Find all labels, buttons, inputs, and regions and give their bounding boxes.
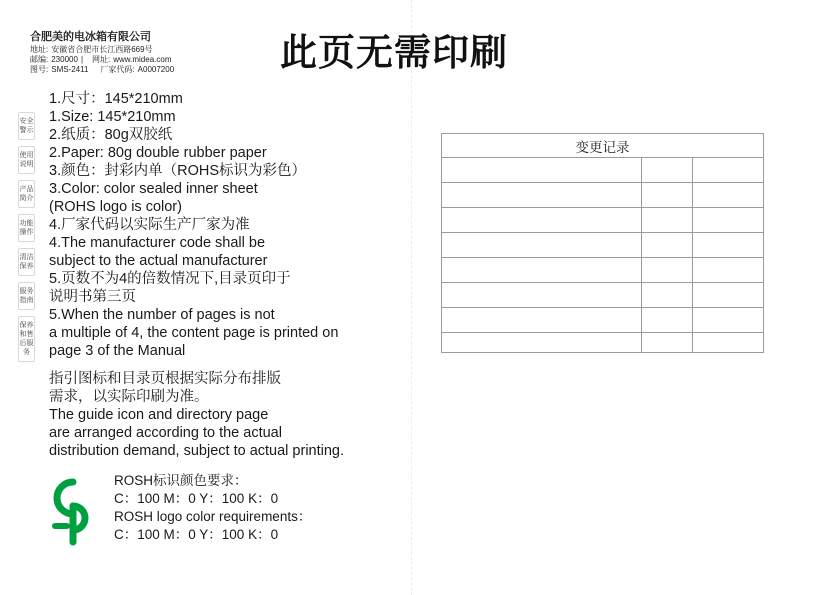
table-cell	[693, 258, 764, 283]
table-row	[442, 283, 764, 308]
company-name: 合肥美的电冰箱有限公司	[30, 31, 151, 43]
guide-line: 指引图标和目录页根据实际分布排版	[49, 371, 281, 387]
drawing-number: SMS-2411	[51, 65, 89, 74]
separator: |	[80, 55, 84, 64]
address-label: 地址:	[30, 45, 49, 54]
change-record-title: 变更记录	[442, 134, 764, 158]
side-tab-functions: 功能操作	[18, 214, 35, 242]
table-cell	[442, 183, 642, 208]
instruction-line: 3.颜色：封彩内单（ROHS标识为彩色）	[49, 163, 306, 179]
instruction-line: subject to the actual manufacturer	[49, 253, 268, 269]
table-cell	[693, 183, 764, 208]
side-tab-product: 产品简介	[18, 180, 35, 208]
address-value: 安徽省合肥市长江西路669号	[51, 45, 153, 54]
table-cell	[693, 333, 764, 353]
postcode-row	[30, 55, 174, 65]
drawing-row	[30, 65, 174, 75]
page-title: 此页无需印刷	[280, 31, 508, 74]
table-cell	[442, 208, 642, 233]
table-cell	[642, 158, 693, 183]
instruction-line: 5.页数不为4的倍数情况下,目录页印于	[49, 271, 291, 287]
table-cell	[442, 233, 642, 258]
table-cell	[442, 283, 642, 308]
table-cell	[642, 183, 693, 208]
table-cell	[693, 283, 764, 308]
rosh-line: C：100 M：0 Y：100 K：0	[114, 527, 279, 542]
instruction-line: 1.Size: 145*210mm	[49, 109, 176, 125]
side-tab-aftersales: 保养和售后服务	[18, 316, 35, 362]
side-tab-usage: 使用说明	[18, 146, 35, 174]
table-cell	[693, 158, 764, 183]
table-row	[442, 208, 764, 233]
postcode-value: 230000	[51, 55, 78, 64]
table-cell	[642, 258, 693, 283]
company-info	[30, 30, 174, 75]
table-cell	[442, 333, 642, 353]
print-instructions	[49, 90, 419, 360]
instruction-line: 说明书第三页	[49, 289, 136, 305]
table-cell	[642, 233, 693, 258]
rosh-cp-logo-icon	[49, 476, 103, 546]
table-cell	[442, 258, 642, 283]
table-cell	[693, 308, 764, 333]
change-record-table	[441, 133, 764, 353]
rosh-color-requirements	[114, 472, 311, 544]
instruction-line: 4.The manufacturer code shall be	[49, 235, 266, 251]
factory-code-label: 厂家代码:	[100, 65, 135, 74]
instruction-line: 2.纸质：80g双胶纸	[49, 127, 173, 143]
table-row	[442, 308, 764, 333]
guide-line: The guide icon and directory page	[49, 407, 269, 423]
table-cell	[442, 158, 642, 183]
rosh-line: ROSH标识颜色要求：	[114, 473, 248, 488]
table-row	[442, 333, 764, 353]
guide-line: are arranged according to the actual	[49, 425, 282, 441]
instruction-line: a multiple of 4, the content page is printed on	[49, 325, 339, 341]
postcode-label: 邮编:	[30, 55, 49, 64]
factory-code: A0007200	[137, 65, 175, 74]
table-cell	[642, 283, 693, 308]
table-cell	[642, 208, 693, 233]
instruction-line: page 3 of the Manual	[49, 343, 186, 359]
guide-note	[49, 370, 419, 460]
table-row	[442, 158, 764, 183]
side-tab-list	[18, 112, 36, 368]
table-cell	[693, 233, 764, 258]
instruction-line: 4.厂家代码以实际生产厂家为准	[49, 217, 250, 233]
guide-line: distribution demand, subject to actual printing.	[49, 443, 345, 459]
table-cell	[642, 308, 693, 333]
instruction-line: 1.尺寸：145*210mm	[49, 91, 183, 107]
guide-line: 需求，以实际印刷为准。	[49, 389, 209, 405]
table-cell	[693, 208, 764, 233]
website-value: www.midea.com	[113, 55, 172, 64]
instruction-line: 3.Color: color sealed inner sheet	[49, 181, 258, 197]
table-row	[442, 258, 764, 283]
table-cell	[642, 333, 693, 353]
instruction-line: 5.When the number of pages is not	[49, 307, 275, 323]
rosh-line: ROSH logo color requirements：	[114, 509, 312, 524]
drawing-label: 图号:	[30, 65, 49, 74]
address-row	[30, 45, 174, 55]
instruction-line: 2.Paper: 80g double rubber paper	[49, 145, 267, 161]
table-row	[442, 183, 764, 208]
rosh-line: C：100 M：0 Y：100 K：0	[114, 491, 279, 506]
side-tab-service: 服务指南	[18, 282, 35, 310]
instruction-line: (ROHS logo is color)	[49, 199, 182, 215]
table-cell	[442, 308, 642, 333]
table-row	[442, 233, 764, 258]
website-label: 网址:	[92, 55, 111, 64]
side-tab-safety: 安全警示	[18, 112, 35, 140]
side-tab-cleaning: 清洁保养	[18, 248, 35, 276]
